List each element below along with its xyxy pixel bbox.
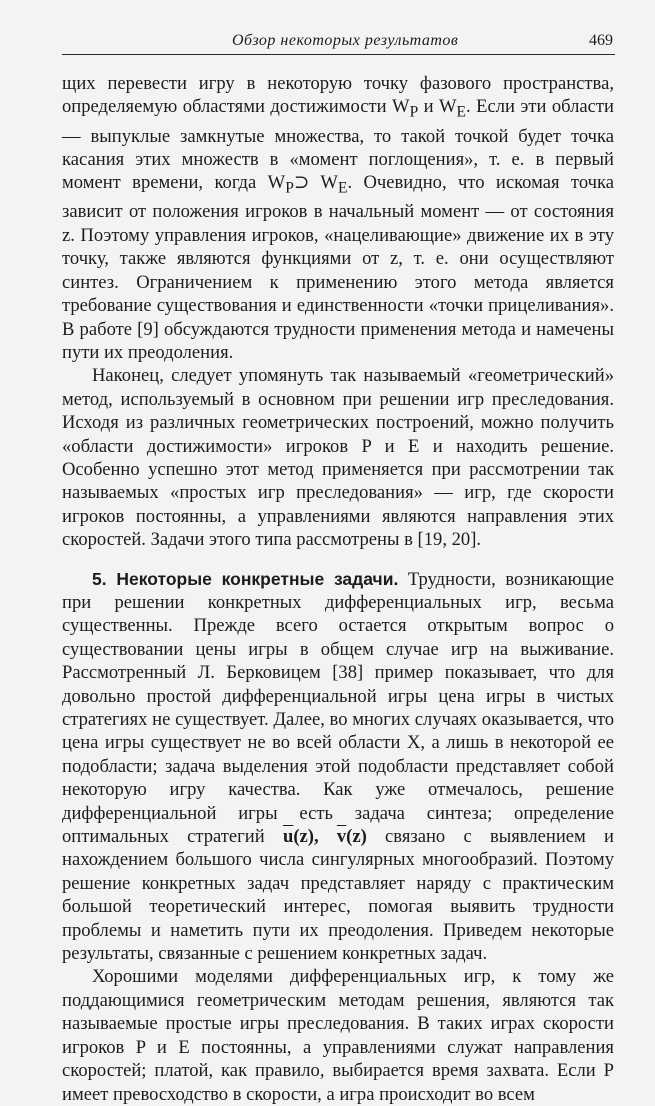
paragraph-4: Хорошими моделями дифференциальных игр, к тому же поддающимися геометрическим методам решения, являются так называемые простые игры преследования. В таких играх скорости игроков P и E постоянны, а управлениями служат направления скоростей; платой, как правило, выбирается время захвата. Если P имеет превосходство в скорости, а игра происходит во всем — [62, 966, 614, 1105]
body-text — [62, 72, 614, 1106]
paragraph-1: щих перевести игру в некоторую точку фазового пространства, определяемую областями достижимости $W_P$ и $W_E$. Если эти области — выпуклые замкнутые множества, то такой точкой будет точка касания этих множеств в «момент поглощения», т. е. в первый момент времени, когда $W_P⊃$ $W_E$. Очевидно, что искомая точка зависит от положения игроков в начальный момент — от состояния z. Поэтому управления игроков, «нацеливающие» движение их в эту точку, также являются функциями от z, т. е. они осуществляют синтез. Ограничением к применению этого метода является требование существования и единственности «точки прицеливания». В работе [9] обсуждаются трудности применения метода и намечены пути их преодоления. — [62, 73, 614, 363]
running-title: Обзор некоторых результатов — [232, 32, 459, 49]
running-header — [62, 30, 615, 55]
page-number: 469 — [589, 32, 613, 49]
paragraph-2: Наконец, следует упомянуть так называемый «геометрический» метод, используемый в основном при решении игр преследования. Исходя из различных геометрических построений, можно получить «области достижимости» игроков P и E и находить решение. Особенно успешно этот метод применяется при рассмотрении так называемых «простых игр преследования» — игр, где скорости игроков постоянны, а управлениями являются направления этих скоростей. Задачи этого типа рассмотрены в [19, 20]. — [62, 365, 614, 551]
paragraph-3: 5. Некоторые конкретные задачи. Трудности, возникающие при решении конкретных дифференциальных игр, весьма существенны. Прежде всего остается открытым вопрос о существовании цены игры в общем случае игр на выживание. Рассмотренный Л. Берковицем [38] пример показывает, что для довольно простой дифференциальной игры цена игры в чистых стратегиях не существует. Далее, во многих случаях оказывается, что цена игры существует не во всей области X, а лишь в некоторой ее подобласти; задача выделения этой подобласти представляет собой некоторую игру качества. Как уже отмечалось, решение дифференциальной игры есть задача синтеза; определение оптимальных стратегий $\overline{u}(z)$, $\overline{v}(z)$ связано с выявлением и нахождением большого числа сингулярных многообразий. Поэтому решение конкретных задач представляет наряду с практическим большой теоретический интерес, помогая выявить трудности проблемы и наметить пути их преодоления. Приведем некоторые результаты, связанные с решением конкретных задач. — [62, 568, 614, 965]
section-title: 5. Некоторые конкретные задачи. — [92, 568, 399, 589]
